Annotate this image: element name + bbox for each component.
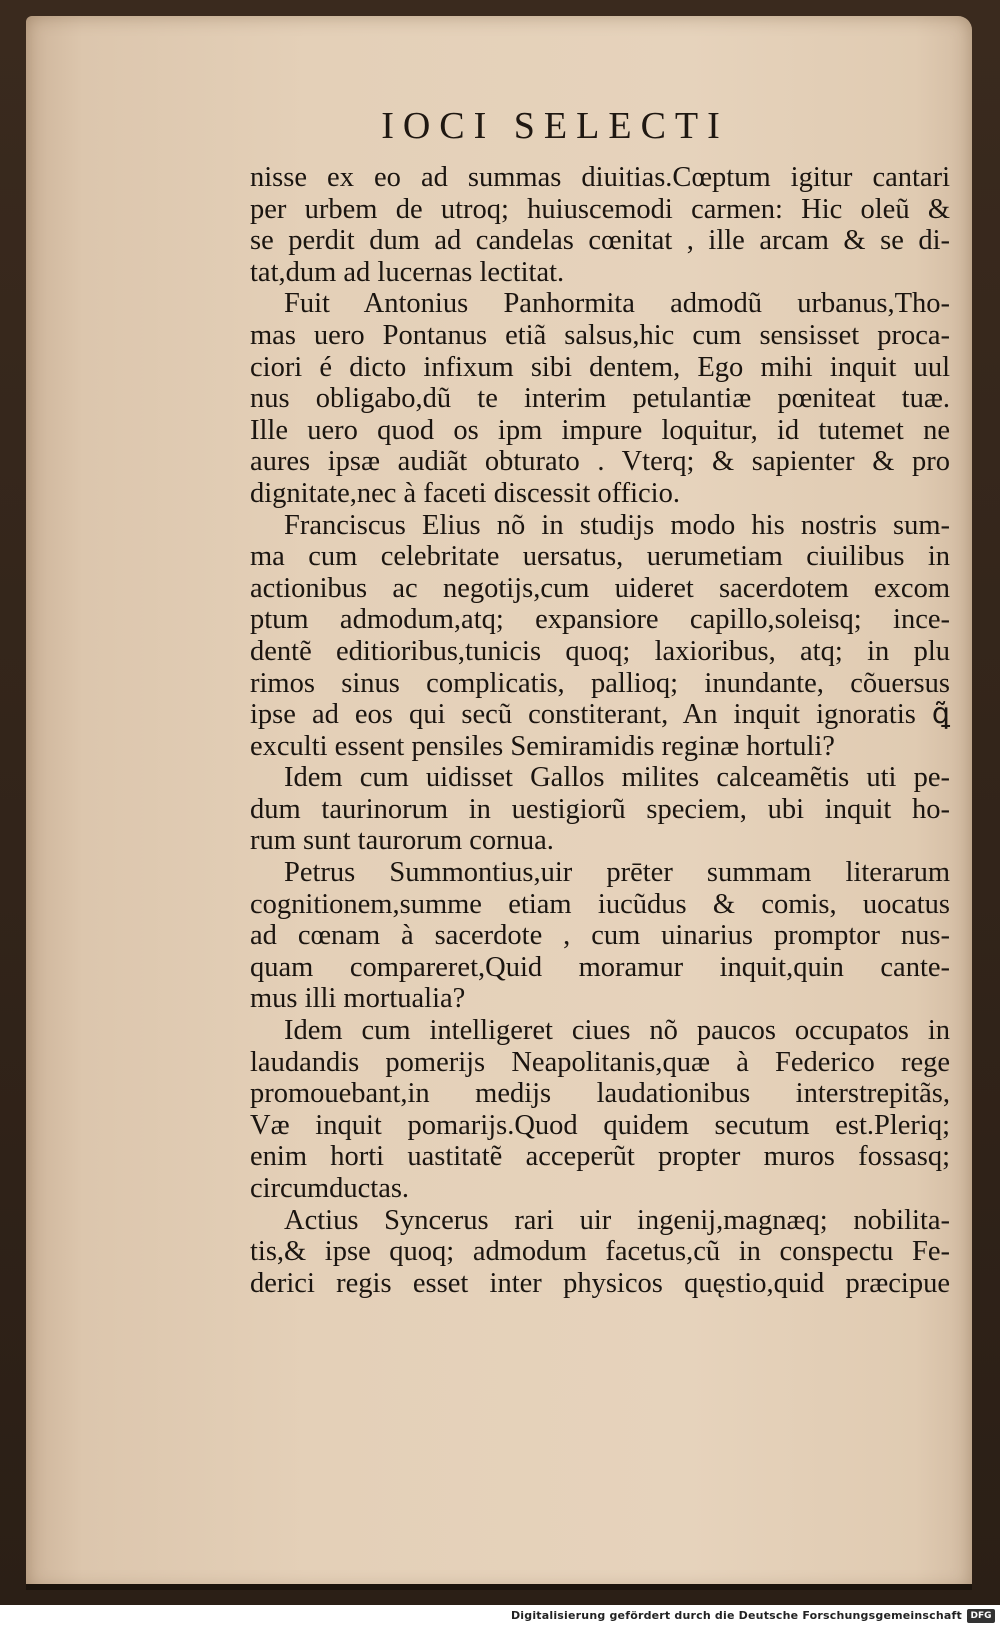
text-line: Actius Syncerus rari uir ingenij,magnæq; nobilita- [284,1204,950,1236]
dfg-logo: DFG [967,1609,995,1623]
running-head: IOCI SELECTI [381,105,729,147]
text-line: aures ipsæ audiãt obturato . Vterq; & sapienter & pro [250,446,950,478]
text-line: dentẽ editioribus,tunicis quoq; laxioribus, atq; in plu [250,635,950,667]
page-bottom-edge [26,1584,972,1590]
text-line: Fuit Antonius Panhormita admodũ urbanus,Tho- [284,288,950,320]
text-line: dum taurinorum in uestigiorũ speciem, ubi inquit ho- [250,793,950,825]
text-line: Ille uero quod os ipm impure loquitur, id tutemet ne [250,414,950,446]
body-text [250,162,950,1299]
text-line: ma cum celebritate uersatus, uerumetiam ciuilibus in [250,541,950,573]
text-line: exculti essent pensiles Semiramidis reginæ hortuli? [250,730,835,762]
text-line: quam compareret,Quid moramur inquit,quin cante- [250,951,950,983]
text-line: mas uero Pontanus etiã salsus,hic cum sensisset proca- [250,319,950,351]
text-line: circumductas. [250,1173,410,1204]
text-line: actionibus ac negotijs,cum uideret sacerdotem excom [250,572,950,604]
text-line: enim horti uastitatẽ acceperũt propter muros fossasq; [250,1141,950,1173]
text-line: Idem cum uidisset Gallos milites calceamẽtis uti pe- [284,762,950,794]
text-line: laudandis pomerijs Neapolitanis,quæ à Federico rege [250,1046,950,1078]
text-line: tis,& ipse quoq; admodum facetus,cũ in conspectu Fe- [250,1236,950,1268]
text-line: se perdit dum ad candelas cœnitat , ille arcam & se di- [250,225,950,257]
text-line: rimos sinus complicatis, pallioq; inundante, cõuersus [250,667,950,699]
text-line: Væ inquit pomarijs.Quod quidem secutum est.Pleriq; [250,1109,950,1141]
text-line: rum sunt taurorum cornua. [250,825,554,857]
text-line: nus obligabo,dũ te interim petulantiæ pœniteat tuæ. [250,383,950,415]
text-line: Idem cum intelligeret ciues nõ paucos occupatos in [284,1015,950,1047]
text-line: Petrus Summontius,uir prēter summam literarum [284,857,950,889]
text-line: Franciscus Elius nõ in studijs modo his nostris sum- [284,509,950,541]
text-line: cognitionem,summe etiam iucũdus & comis, uocatus [250,888,950,920]
text-line: ad cœnam à sacerdote , cum uinarius promptor nus- [250,920,950,952]
text-line: derici regis esset inter physicos quęstio,quid præcipue [250,1267,950,1299]
text-line: promouebant,in medijs laudationibus interstrepitãs, [250,1078,950,1110]
text-line: ciori é dicto infixum sibi dentem, Ego mihi inquit uul [250,351,950,383]
footer-credit: Digitalisierung gefördert durch die Deutsche Forschungsgemeinschaft [510,1609,962,1622]
text-line: ipse ad eos qui secũ constiterant, An inquit ignoratis ꝗ̃ [250,699,950,731]
text-line: mus illi mortualia? [250,983,466,1015]
text-line: nisse ex eo ad summas diuitias.Cœptum igitur cantari [250,162,950,193]
text-line: dignitate,nec à faceti discessit officio. [250,477,680,509]
digitization-footer [0,1606,1000,1629]
text-line: tat,dum ad lucernas lectitat. [250,256,565,288]
text-line: ptum admodum,atq; expansiore capillo,soleisq; ince- [250,604,950,636]
text-line: per urbem de utroq; huiuscemodi carmen: Hic oleũ & [250,193,950,225]
